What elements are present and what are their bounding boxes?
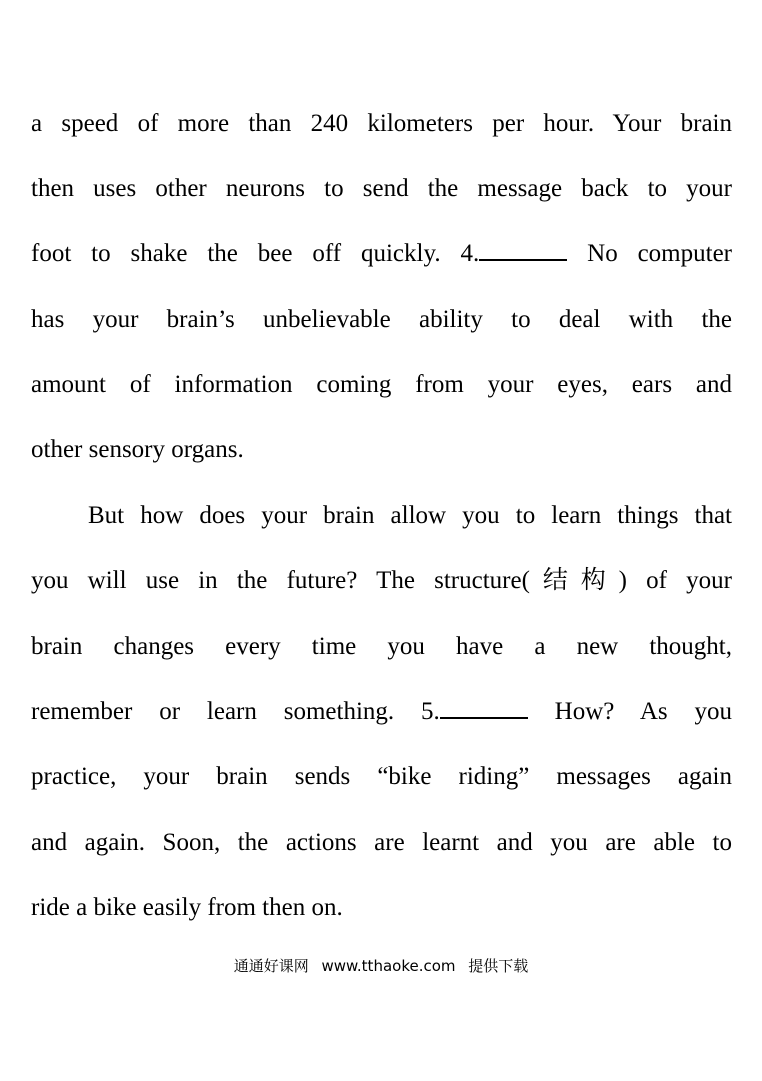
footer-tagline: 提供下载: [468, 957, 529, 975]
paragraph-2-line-5: practice, your brain sends “bike riding” messages again: [31, 763, 732, 790]
line-3-text-start: foot to shake the bee off quickly. 4.: [31, 240, 480, 267]
paragraph-2-line-1: But how does your brain allow you to learn things that: [88, 502, 732, 529]
line-3-text-end: No computer: [567, 240, 732, 267]
paragraph-1-line-1: a speed of more than 240 kilometers per hour. Your brain: [31, 110, 732, 137]
paragraph-1-line-6: other sensory organs.: [31, 436, 244, 463]
footer-site-name: 通通好课网: [233, 957, 309, 975]
paragraph-2-line-3: brain changes every time you have a new thought,: [31, 633, 732, 660]
paragraph-2-line-2: you will use in the future? The structure(结构) of your: [31, 567, 732, 594]
paragraph-1-line-5: amount of information coming from your eyes, ears and: [31, 371, 732, 398]
paragraph-2-line-7: ride a bike easily from then on.: [31, 894, 343, 921]
page-footer: [0, 955, 762, 977]
answer-blank-5: [440, 699, 528, 719]
answer-blank-4: [479, 241, 567, 261]
footer-url[interactable]: www.tthaoke.com: [321, 957, 456, 975]
paragraph-1-line-2: then uses other neurons to send the message back to your: [31, 175, 732, 202]
paragraph-2-line-6: and again. Soon, the actions are learnt and you are able to: [31, 829, 732, 856]
paragraph-1-line-4: has your brain’s unbelievable ability to deal with the: [31, 306, 732, 333]
paragraph-1-line-3: [31, 239, 732, 269]
line-4-text-end: How? As you: [527, 698, 732, 725]
paragraph-2-line-4: [31, 697, 732, 727]
line-4-text-start: remember or learn something. 5.: [31, 698, 440, 725]
